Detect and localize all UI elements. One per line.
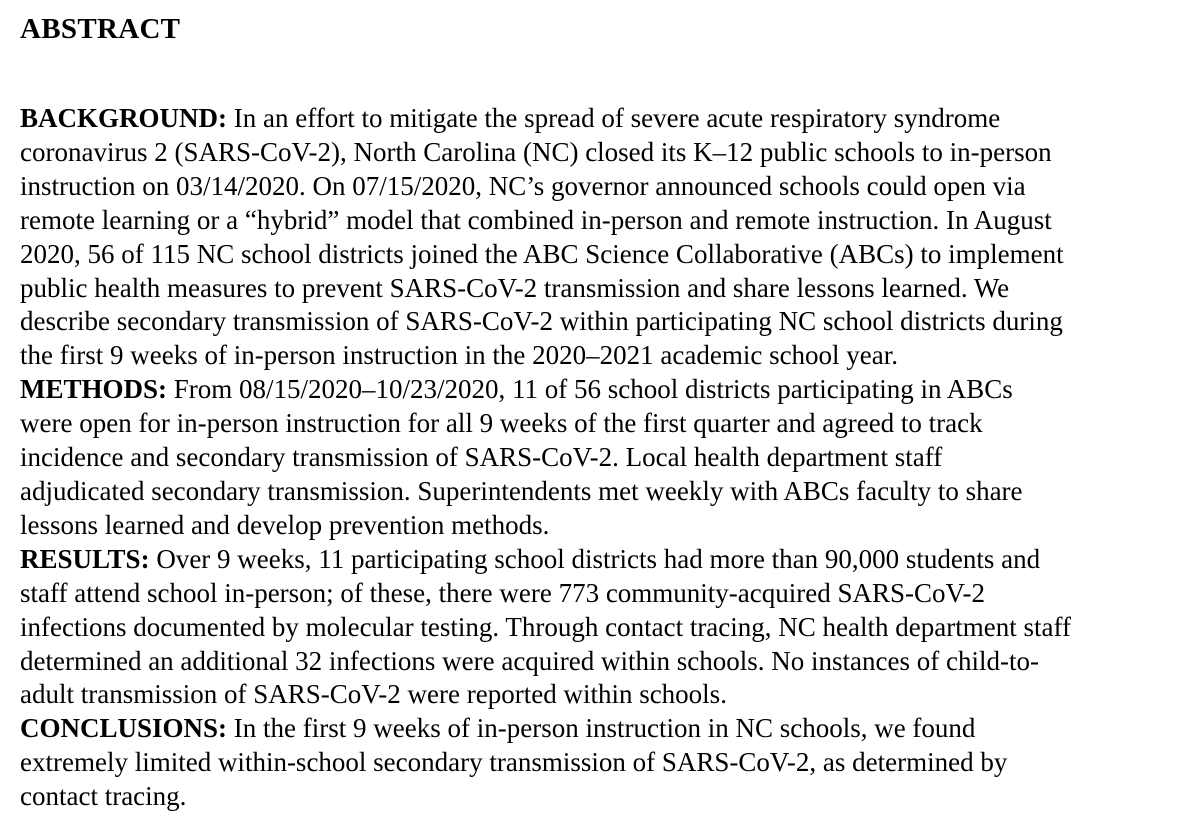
section-line: extremely limited within-school secondary transmission of SARS-CoV-2, as determined by	[20, 747, 1008, 778]
section-line: the first 9 weeks of in-person instruction in the 2020–2021 academic school year.	[20, 340, 899, 371]
abstract-title: ABSTRACT	[20, 13, 181, 45]
section-label: BACKGROUND:	[20, 103, 227, 133]
section-line: adjudicated secondary transmission. Superintendents met weekly with ABCs faculty to share	[20, 475, 1023, 506]
section-line: adult transmission of SARS-CoV-2 were reported within schools.	[20, 679, 727, 710]
section-line: infections documented by molecular testing. Through contact tracing, NC health department staff	[20, 611, 1071, 642]
section-line: incidence and secondary transmission of SARS-CoV-2. Local health department staff	[20, 442, 943, 473]
section-conclusions	[20, 712, 1190, 814]
section-line: BACKGROUND: In an effort to mitigate the spread of severe acute respiratory syndrome	[20, 103, 1001, 133]
section-line: lessons learned and develop prevention methods.	[20, 509, 550, 540]
section-label: METHODS:	[20, 374, 168, 405]
section-line: describe secondary transmission of SARS-CoV-2 within participating NC school districts during	[20, 306, 1063, 337]
section-line: RESULTS: Over 9 weeks, 11 participating school districts had more than 90,000 students and	[20, 543, 1041, 574]
section-methods	[20, 373, 1190, 543]
abstract-page	[20, 0, 1190, 814]
section-line: coronavirus 2 (SARS-CoV-2), North Carolina (NC) closed its K–12 public schools to in-person	[20, 136, 1052, 167]
section-line: instruction on 03/14/2020. On 07/15/2020, NC’s governor announced schools could open via	[20, 170, 1026, 201]
section-line: 2020, 56 of 115 NC school districts joined the ABC Science Collaborative (ABCs) to implement	[20, 238, 1064, 269]
section-line: contact tracing.	[20, 781, 187, 812]
section-line: determined an additional 32 infections were acquired within schools. No instances of child-to-	[20, 645, 1039, 676]
section-results	[20, 543, 1190, 713]
section-label: RESULTS:	[20, 543, 150, 574]
section-line: public health measures to prevent SARS-CoV-2 transmission and share lessons learned. We	[20, 272, 1010, 303]
section-background	[20, 102, 1190, 373]
abstract-body	[20, 102, 1190, 814]
section-line: were open for in-person instruction for all 9 weeks of the first quarter and agreed to track	[20, 408, 983, 439]
section-line: remote learning or a “hybrid” model that combined in-person and remote instruction. In August	[20, 204, 1052, 235]
section-line: METHODS: From 08/15/2020–10/23/2020, 11 of 56 school districts participating in ABCs	[20, 374, 1013, 405]
section-line: CONCLUSIONS: In the first 9 weeks of in-person instruction in NC schools, we found	[20, 713, 976, 744]
section-line: staff attend school in-person; of these, there were 773 community-acquired SARS-CoV-2	[20, 577, 986, 608]
section-label: CONCLUSIONS:	[20, 713, 228, 744]
